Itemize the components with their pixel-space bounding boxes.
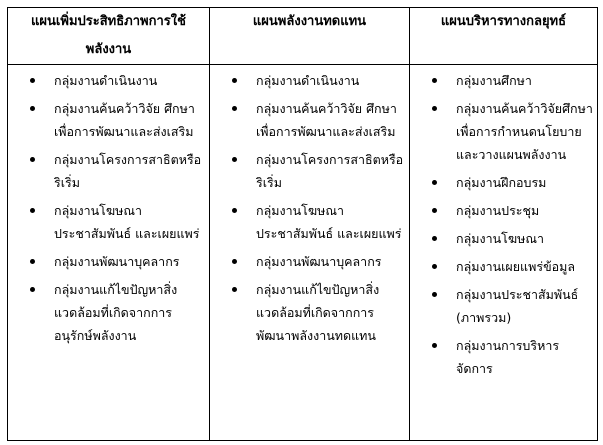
bullet-icon [232,259,237,264]
list-item-text: กลุ่มงานเผยแพร่ข้อมูล [456,259,576,274]
header-row [8,8,598,65]
list-item [8,199,209,245]
content-row [8,65,598,441]
list-item [410,227,597,250]
list-item [210,278,409,347]
list-item [210,199,409,245]
list-item [8,148,209,194]
bullet-icon [232,78,237,83]
list-item-text: กลุ่มงานศึกษา [456,73,532,88]
list-item-text: กลุ่มงานประชุม [456,203,540,218]
list-item-text: กลุ่มงานโฆษณา [456,231,544,246]
bullet-icon [232,157,237,162]
list-item-text: กลุ่มงานการบริหารจัดการ [456,338,560,376]
bullet-list [210,65,409,347]
list-item-text: กลุ่มงานโครงการสาธิตหรือริเริ่ม [256,152,404,190]
bullet-icon [432,292,437,297]
list-item-text: กลุ่มงานแก้ไขปัญหาสิ่งแวดล้อมที่เกิดจากการอนุรักษ์พลังงาน [54,282,178,343]
list-item-text: กลุ่มงานค้นคว้าวิจัย ศึกษาเพื่อการพัฒนาและส่งเสริม [54,101,195,139]
bullet-icon [30,157,35,162]
bullet-icon [30,106,35,111]
bullet-icon [232,106,237,111]
list-item [8,250,209,273]
column-cell-renewable-energy [210,65,410,441]
list-item [410,97,597,166]
list-item-text: กลุ่มงานพัฒนาบุคลากร [54,254,180,269]
bullet-icon [30,208,35,213]
list-item-text: กลุ่มงานโครงการสาธิตหรือริเริ่ม [54,152,202,190]
list-item [210,148,409,194]
bullet-icon [432,208,437,213]
bullet-icon [432,106,437,111]
list-item [210,250,409,273]
list-item [410,255,597,278]
bullet-icon [432,180,437,185]
bullet-icon [30,259,35,264]
bullet-icon [232,287,237,292]
list-item-text: กลุ่มงานโฆษณาประชาสัมพันธ์ และเผยแพร่ [256,203,402,241]
list-item [410,199,597,222]
list-item [410,69,597,92]
bullet-list [8,65,209,347]
list-item-text: กลุ่มงานค้นคว้าวิจัย ศึกษาเพื่อการพัฒนาและส่งเสริม [256,101,397,139]
bullet-icon [432,343,437,348]
bullet-icon [30,287,35,292]
plan-table [7,7,598,441]
list-item [8,278,209,347]
column-header-strategic-management: แผนบริหารทางกลยุทธ์ [410,8,598,65]
list-item-text: กลุ่มงานพัฒนาบุคลากร [256,254,382,269]
list-item [8,97,209,143]
bullet-list [410,65,597,380]
bullet-icon [30,78,35,83]
list-item [210,69,409,92]
list-item [410,283,597,329]
list-item-text: กลุ่มงานประชาสัมพันธ์ (ภาพรวม) [456,287,579,325]
list-item [410,171,597,194]
bullet-icon [432,236,437,241]
list-item [410,334,597,380]
list-item-text: กลุ่มงานค้นคว้าวิจัยศึกษาเพื่อการกำหนดนโยบายและวางแผนพลังงาน [456,101,593,162]
list-item [8,69,209,92]
column-cell-strategic-management [410,65,598,441]
list-item-text: กลุ่มงานแก้ไขปัญหาสิ่งแวดล้อมที่เกิดจากการพัฒนาพลังงานทดแทน [256,282,380,343]
column-cell-energy-efficiency [8,65,210,441]
column-header-energy-efficiency: แผนเพิ่มประสิทธิภาพการใช้พลังงาน [8,8,210,65]
list-item-text: กลุ่มงานโฆษณาประชาสัมพันธ์ และเผยแพร่ [54,203,200,241]
list-item [210,97,409,143]
bullet-icon [432,264,437,269]
list-item-text: กลุ่มงานดำเนินงาน [256,73,360,88]
column-header-renewable-energy: แผนพลังงานทดแทน [210,8,410,65]
bullet-icon [432,78,437,83]
bullet-icon [232,208,237,213]
list-item-text: กลุ่มงานดำเนินงาน [54,73,158,88]
list-item-text: กลุ่มงานฝึกอบรม [456,175,547,190]
